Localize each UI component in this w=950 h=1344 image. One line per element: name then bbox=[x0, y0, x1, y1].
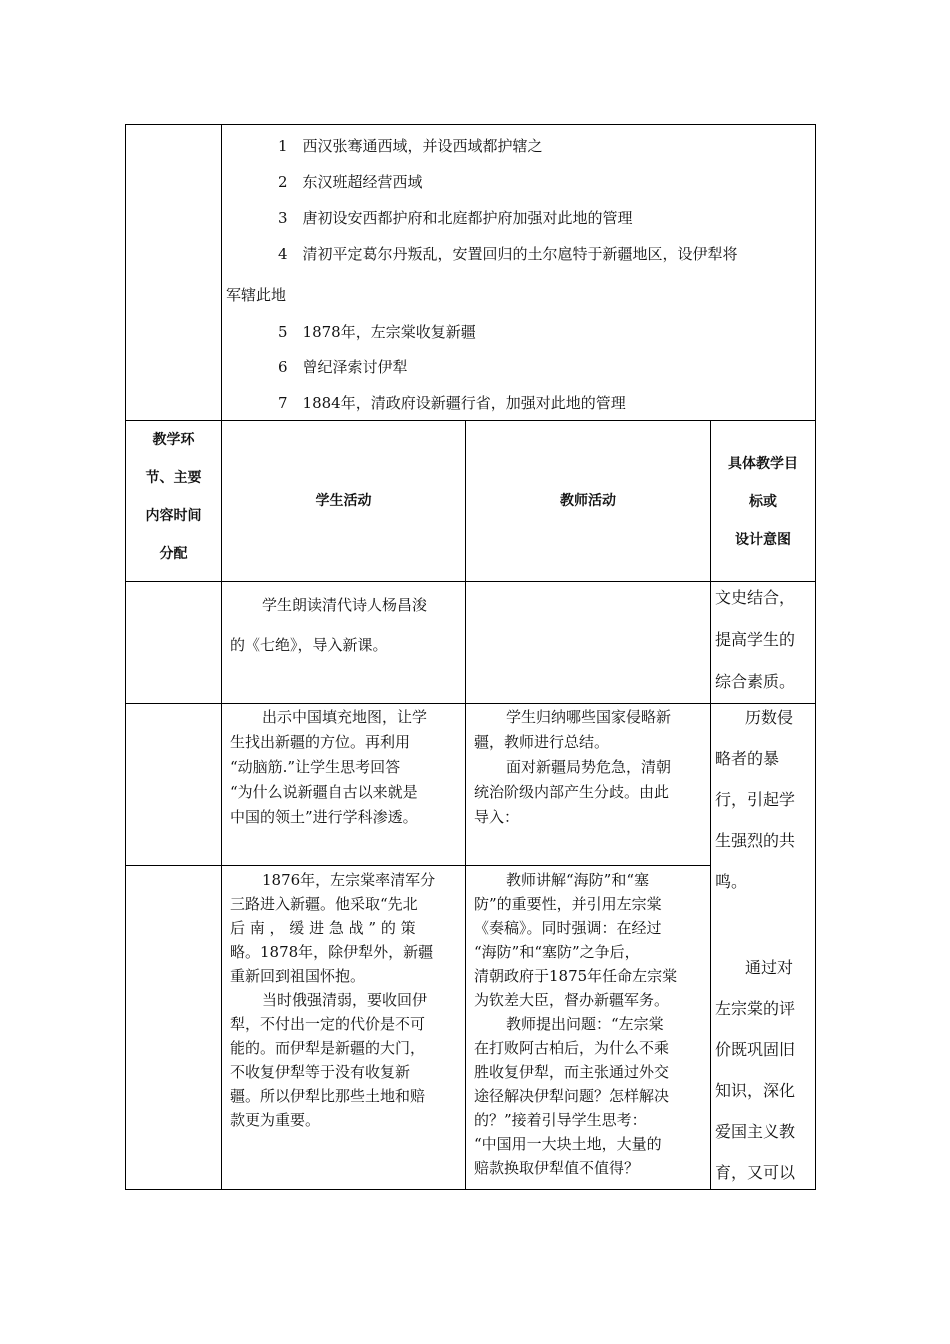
intent-line: 育，又可以 bbox=[715, 1163, 796, 1182]
header-teacher-activity: 教师活动 bbox=[560, 493, 616, 509]
row3-teacher-line: 《奏稿》。同时强调：在经过 bbox=[474, 919, 662, 937]
row3-teacher-line: 胜收复伊犁，而主张通过外交 bbox=[474, 1063, 670, 1081]
row2-teacher-line: 统治阶级内部产生分歧。由此 bbox=[474, 783, 670, 801]
header-stage bbox=[126, 421, 221, 581]
header-stage-line: 分配 bbox=[159, 546, 188, 562]
row2-student-line: 生找出新疆的方位。再利用 bbox=[230, 733, 411, 751]
row3-student-line: 略。1878年，除伊犁外，新疆 bbox=[230, 943, 434, 961]
intent-merged-b bbox=[715, 947, 815, 1193]
row-divider-1 bbox=[126, 703, 815, 704]
header-design-intent bbox=[711, 445, 815, 559]
row3-student-line: 疆。所以伊犁比那些土地和赔 bbox=[230, 1087, 426, 1105]
list-item: 3 唐初设安西都护府和北庭都护府加强对此地的管理 bbox=[278, 209, 633, 227]
intent-line: 略者的暴 bbox=[715, 749, 780, 768]
row-divider-2 bbox=[126, 865, 710, 866]
row1-student bbox=[222, 585, 465, 665]
list-item: 6 曾纪泽索讨伊犁 bbox=[278, 358, 408, 376]
row3-student-line: 重新回到祖国怀抱。 bbox=[230, 967, 366, 985]
row2-teacher-line: 导入： bbox=[474, 808, 520, 826]
header-intent-line: 具体教学目 bbox=[728, 456, 798, 472]
row3-student-line: 三路进入新疆。他采取“先北 bbox=[230, 895, 418, 913]
row3-teacher-line: 为钦差大臣，督办新疆军务。 bbox=[474, 991, 670, 1009]
list-item: 5 1878年，左宗棠收复新疆 bbox=[278, 323, 476, 341]
row3-teacher-line: 教师提出问题：“左宗棠 bbox=[506, 1015, 664, 1033]
row3-teacher-line: 的？”接着引导学生思考： bbox=[474, 1111, 647, 1129]
row3-teacher-line: 教师讲解“海防”和“塞 bbox=[506, 871, 650, 889]
row1-student-line: 学生朗读清代诗人杨昌浚 bbox=[262, 596, 428, 614]
row3-student bbox=[230, 868, 462, 1132]
row3-student-line: 1876年，左宗棠率清军分 bbox=[262, 871, 436, 889]
intent-line: 历数侵 bbox=[745, 708, 794, 727]
row2-teacher-line: 学生归纳哪些国家侵略新 bbox=[506, 708, 672, 726]
list-item: 4 清初平定葛尔丹叛乱，安置回归的土尔扈特于新疆地区，设伊犁将 bbox=[278, 245, 738, 263]
row3-teacher-line: 途径解决伊犁问题？怎样解决 bbox=[474, 1087, 670, 1105]
history-list bbox=[222, 125, 815, 420]
intent-line: 通过对 bbox=[745, 958, 794, 977]
row2-student-line: 出示中国填充地图，让学 bbox=[262, 708, 428, 726]
row3-teacher-line: “海防”和“塞防”之争后， bbox=[474, 943, 640, 961]
row3-teacher-line: 在打败阿古柏后，为什么不乘 bbox=[474, 1039, 670, 1057]
header-stage-line: 教学环 bbox=[152, 432, 195, 448]
header-stage-line: 节、主要 bbox=[145, 470, 202, 486]
row3-teacher-line: 清朝政府于1875年任命左宗棠 bbox=[474, 967, 678, 985]
header-student-activity: 学生活动 bbox=[315, 493, 372, 509]
row-divider-header bbox=[126, 581, 815, 582]
row2-student bbox=[230, 705, 460, 830]
list-item: 1 西汉张骞通西域，并设西域都护辖之 bbox=[278, 137, 543, 155]
row2-teacher bbox=[474, 705, 706, 830]
intent-line: 知识，深化 bbox=[715, 1081, 796, 1100]
row2-student-line: 中国的领土”进行学科渗透。 bbox=[230, 808, 418, 826]
row3-teacher-line: 防”的重要性，并引用左宗棠 bbox=[474, 895, 662, 913]
row2-student-line: “动脑筋.”让学生思考回答 bbox=[230, 758, 401, 776]
row1-intent-line: 综合素质。 bbox=[715, 672, 796, 691]
row3-teacher-line: 赔款换取伊犁值不值得？ bbox=[474, 1159, 640, 1177]
intent-line: 行，引起学 bbox=[715, 790, 796, 809]
row1-intent-line: 提高学生的 bbox=[715, 630, 796, 649]
row3-student-line: 后 南 ， 缓 进 急 战 ” 的 策 bbox=[230, 919, 416, 937]
list-item: 7 1884年，清政府设新疆行省，加强对此地的管理 bbox=[278, 394, 626, 412]
header-stage-line: 内容时间 bbox=[145, 508, 202, 524]
row2-teacher-line: 面对新疆局势危急，清朝 bbox=[506, 758, 672, 776]
list-item: 军辖此地 bbox=[226, 286, 287, 304]
intent-line: 生强烈的共 bbox=[715, 831, 796, 850]
row3-student-line: 犁，不付出一定的代价是不可 bbox=[230, 1015, 426, 1033]
header-intent-line: 标或 bbox=[749, 494, 777, 510]
row1-student-line: 的《七绝》，导入新课。 bbox=[230, 636, 388, 654]
row3-student-line: 款更为重要。 bbox=[230, 1111, 321, 1129]
intent-line: 价既巩固旧 bbox=[715, 1040, 796, 1059]
row2-student-line: “为什么说新疆自古以来就是 bbox=[230, 783, 418, 801]
intent-merged bbox=[715, 697, 815, 902]
row1-intent bbox=[715, 577, 815, 703]
row3-teacher bbox=[474, 868, 706, 1180]
row3-student-line: 能的。而伊犁是新疆的大门， bbox=[230, 1039, 426, 1057]
list-item: 2 东汉班超经营西域 bbox=[278, 173, 423, 191]
intent-line: 左宗棠的评 bbox=[715, 999, 796, 1018]
row3-student-line: 当时俄强清弱，要收回伊 bbox=[262, 991, 428, 1009]
lesson-plan-table bbox=[125, 124, 816, 1190]
intent-line: 鸣。 bbox=[715, 872, 748, 891]
header-intent-line: 设计意图 bbox=[735, 532, 791, 548]
row1-intent-line: 文史结合， bbox=[715, 588, 796, 607]
row3-student-line: 不收复伊犁等于没有收复新 bbox=[230, 1063, 411, 1081]
intent-line: 爱国主义教 bbox=[715, 1122, 796, 1141]
row3-teacher-line: “中国用一大块土地，大量的 bbox=[474, 1135, 662, 1153]
row2-teacher-line: 疆，教师进行总结。 bbox=[474, 733, 610, 751]
